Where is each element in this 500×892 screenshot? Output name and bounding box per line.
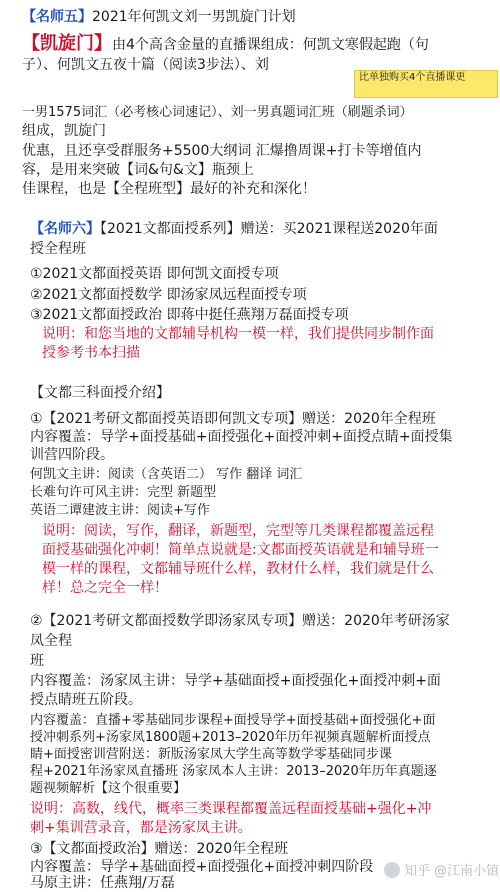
s7-m3: 班 bbox=[30, 653, 44, 669]
s7-m1: ②【2021考研文都面授数学即汤家凤专项】赠送：2020年考研汤家 bbox=[30, 613, 450, 629]
s5-l4: 一男1575词汇（必考核心词速记）、刘一男真题词汇班（刷题杀词） bbox=[22, 105, 413, 120]
s6-i1: ①2021文都面授英语 即何凯文面授专项 bbox=[30, 266, 279, 282]
s7-mn2: 刺+集训营录音，都是汤家凤主讲。 bbox=[30, 820, 252, 836]
s7-m9: 程+2021年汤家凤直播班 汤家凤本人主讲：2013–2020年历年真题逐 bbox=[30, 764, 437, 779]
s5-l3: 子）、何凯文五夜十篇（阅读3步法）、刘 bbox=[22, 57, 269, 73]
s5-l8: 佳课程，也是【全程班型】最好的补充和深化！ bbox=[22, 181, 316, 197]
s7-m2: 凤全程 bbox=[30, 633, 72, 649]
avatar bbox=[384, 862, 400, 878]
s7-e1: ①【2021考研文都面授英语即何凯文专项】赠送：2020年全程班 bbox=[30, 411, 436, 427]
s7-m7: 授冲刺系列+汤家凤1800题+2013–2020年历年视频真题解析面授点 bbox=[30, 730, 431, 745]
s5-line1 bbox=[22, 8, 296, 26]
s6-note1: 说明：和您当地的文都辅导机构一模一样，我们提供同步制作面 bbox=[42, 326, 434, 342]
s6-tag: 【名师六】 bbox=[30, 221, 100, 237]
s7-e5: 长难句许可风主讲：完型 新题型 bbox=[30, 485, 217, 500]
s5-line2 bbox=[22, 33, 429, 55]
watermark bbox=[384, 860, 499, 879]
s7-p1: ③【文都面授政治】赠送：2020年全程班 bbox=[30, 841, 289, 857]
s7-e6: 英语二谭建波主讲：阅读+写作 bbox=[30, 503, 210, 518]
s6-i3: ③2021文都面授政治 即蒋中挺任燕翔万磊面授专项 bbox=[30, 307, 349, 323]
s6-line1 bbox=[30, 220, 438, 238]
s7-en3: 模一样的课程，文都辅导班什么样，教材什么样，我们就是什么 bbox=[42, 561, 434, 577]
s5-l6: 优惠，且还享受群服务+5500大纲词 汇爆撸周课+打卡等增值内 bbox=[22, 143, 422, 159]
s5-l2: 由4个高含金量的直播课组成：何凯文寒假起跑（句 bbox=[112, 37, 429, 53]
s6-l1: 【2021文都面授系列】赠送：买2021课程送2020年面 bbox=[100, 221, 438, 237]
s5-tag: 【名师五】 bbox=[22, 9, 92, 25]
s7-e3: 训营四阶段。 bbox=[30, 447, 114, 463]
s5-tag2: 【凯旋门】 bbox=[22, 33, 112, 54]
watermark-text: 知乎 @江南小镇 bbox=[404, 864, 500, 879]
s7-m10: 题视频解析【这个很重要】 bbox=[30, 781, 187, 796]
s7-en1: 说明：阅读，写作，翻译，新题型，完型等几类课程都覆盖远程 bbox=[42, 523, 434, 539]
s5-l5: 组成，凯旋门 bbox=[22, 123, 106, 139]
s6-note2: 授参考书本扫描 bbox=[42, 345, 140, 361]
s7-mn1: 说明：高数，线代，概率三类课程都覆盖远程面授基础+强化+冲 bbox=[30, 801, 432, 817]
s6-i2: ②2021文都面授数学 即汤家凤远程面授专项 bbox=[30, 287, 307, 303]
s7-p3: 马原主讲：任燕翔/万磊 bbox=[30, 875, 175, 891]
s5-title: 2021年何凯文刘一男凯旋门计划 bbox=[92, 9, 296, 25]
s7-e4: 何凯文主讲：阅读（含英语二） 写作 翻译 词汇 bbox=[30, 467, 303, 482]
s7-p2: 内容覆盖：导学+基础面授+面授强化+面授冲刺四阶段 bbox=[30, 859, 374, 875]
s7-m5: 授点睛班五阶段。 bbox=[30, 692, 142, 708]
s7-heading: 【文都三科面授介绍】 bbox=[30, 385, 170, 401]
s7-en4: 样！总之完全一样！ bbox=[42, 580, 168, 596]
promo-badge: 比单独购买4个直播课更 bbox=[354, 70, 498, 98]
s7-m4: 内容覆盖：汤家凤主讲：导学+基础面授+面授强化+面授冲刺+面 bbox=[30, 673, 441, 689]
s6-l2: 授全程班 bbox=[30, 241, 86, 257]
s7-m8: 睛+面授密训营附送：新版汤家凤大学生高等数学零基础同步课 bbox=[30, 747, 392, 762]
s7-m6: 内容覆盖：直播+零基础同步课程+面授导学+面授基础+面授强化+面 bbox=[30, 713, 436, 728]
s5-l7: 容，是用来突破【词&句&文】瓶颈上 bbox=[22, 162, 254, 178]
s7-en2: 面授基础强化冲刺！简单点说就是:文都面授英语就是和辅导班一 bbox=[42, 542, 439, 558]
s7-e2: 内容覆盖：导学+面授基础+面授强化+面授冲刺+面授点睛+面授集 bbox=[30, 429, 453, 445]
